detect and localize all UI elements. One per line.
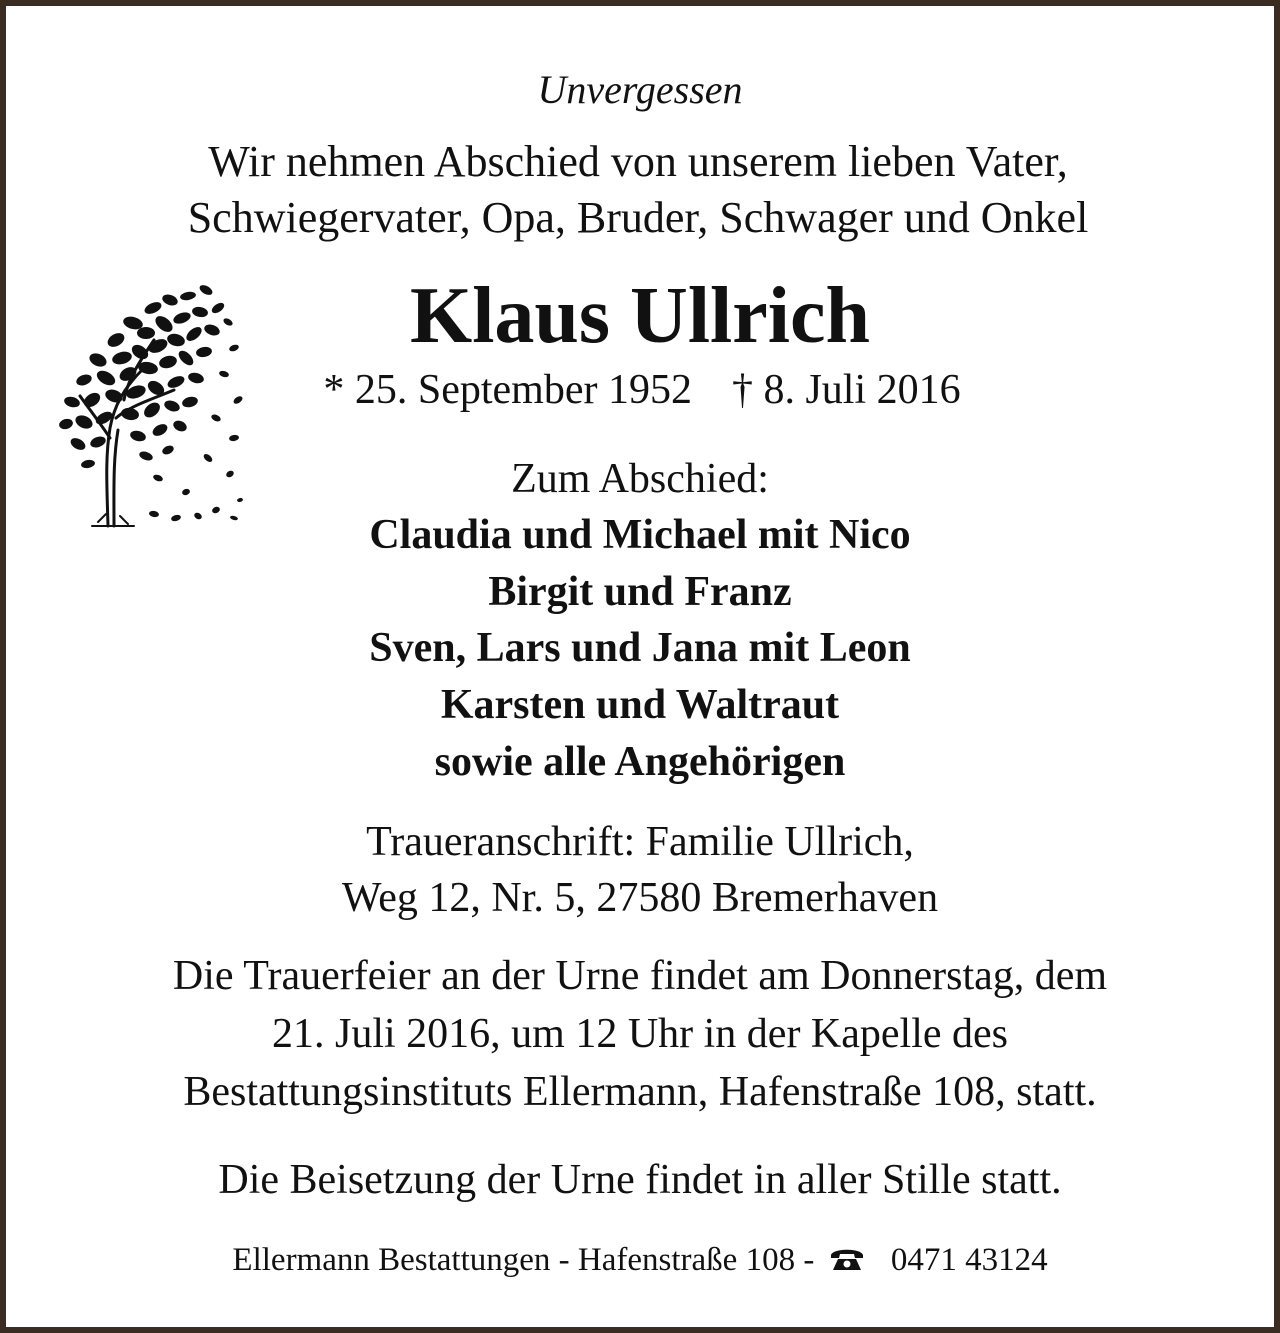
footer [6, 1244, 1274, 1279]
address-line-2: Weg 12, Nr. 5, 27580 Bremerhaven [341, 875, 939, 921]
telephone-icon [829, 1246, 865, 1279]
intro-line-1: Wir nehmen Abschied von unserem lieben Vater, [208, 137, 1068, 186]
address-line-1: Traueranschrift: Familie Ullrich, [366, 819, 914, 865]
mourner-line-3: Sven, Lars und Jana mit Leon [369, 625, 911, 671]
mourner-line-5: sowie alle Angehörigen [434, 739, 846, 785]
farewell-label: Zum Abschied: [511, 456, 769, 502]
mourner-line-4: Karsten und Waltraut [440, 682, 840, 728]
footer-company: Ellermann Bestattungen - Hafenstraße 108 - [232, 1242, 815, 1278]
heading: Unvergessen [537, 67, 743, 112]
ceremony-line-2: 21. Juli 2016, um 12 Uhr in der Kapelle des [271, 1011, 1009, 1057]
death-date: † 8. Juli 2016 [731, 367, 961, 413]
birth-date: * 25. September 1952 [323, 367, 692, 413]
footer-phone: 0471 43124 [890, 1242, 1048, 1278]
intro-line-2: Schwiegervater, Opa, Bruder, Schwager und Onkel [187, 193, 1089, 242]
life-dates [6, 369, 1274, 411]
mourner-line-2: Birgit und Franz [488, 569, 792, 615]
burial-note: Die Beisetzung der Urne findet in aller Stille statt. [218, 1157, 1062, 1203]
deceased-name: Klaus Ullrich [409, 272, 871, 360]
ceremony-line-1: Die Trauerfeier an der Urne findet am Donnerstag, dem [172, 953, 1108, 999]
ceremony-line-3: Bestattungsinstituts Ellermann, Hafenstraße 108, statt. [183, 1069, 1097, 1115]
mourner-line-1: Claudia und Michael mit Nico [369, 512, 911, 558]
